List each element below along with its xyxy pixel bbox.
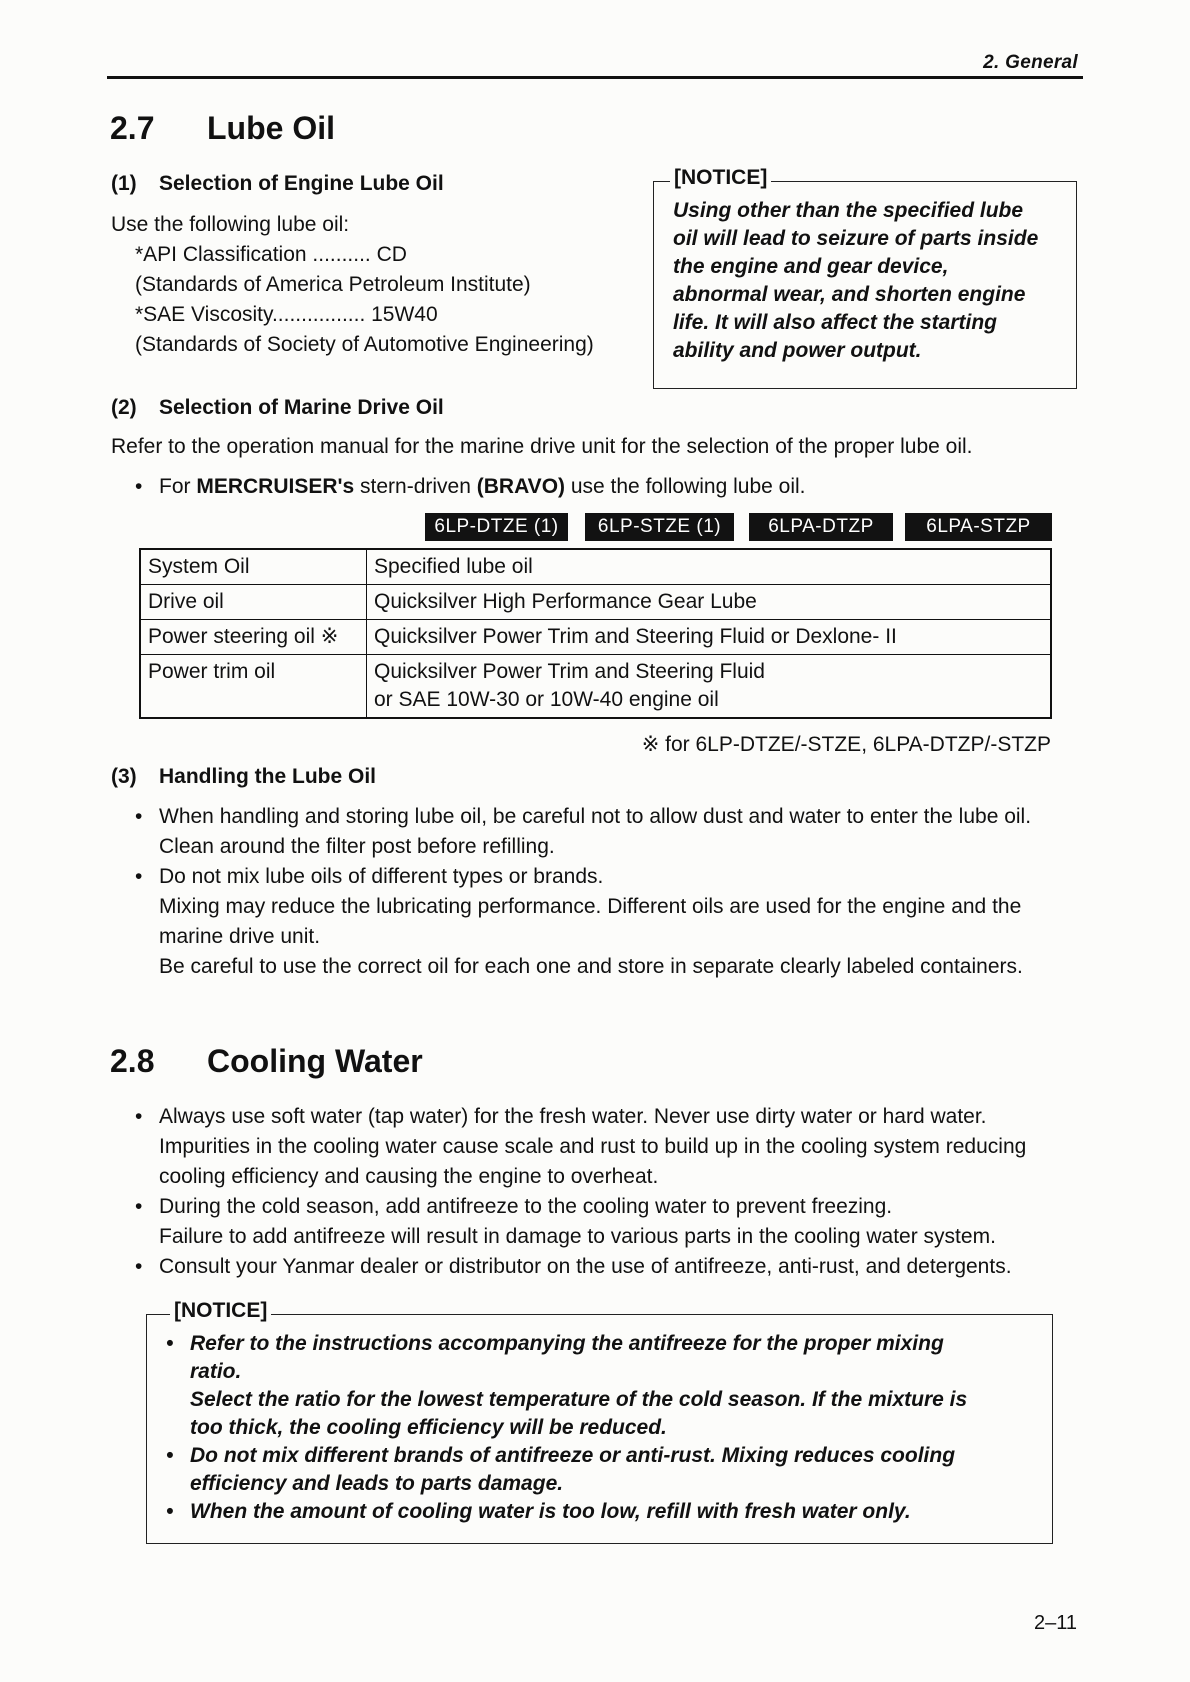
model-badge-6lp-stze: 6LP-STZE (1) — [585, 513, 734, 541]
section-number: 2.8 — [110, 1043, 155, 1079]
notice-line: the engine and gear device, — [673, 255, 949, 278]
subsection-number: (1) — [111, 172, 137, 195]
notice-label: [NOTICE] — [670, 166, 771, 190]
bullet-line: • Do not mix lube oils of different types or brands. — [159, 865, 604, 888]
list-item — [166, 1442, 967, 1498]
subsection-engine-oil-title — [111, 172, 444, 196]
drive-oil-bullets — [135, 472, 806, 502]
subsection-title-text: Handling the Lube Oil — [159, 765, 376, 788]
list-item — [135, 472, 806, 502]
subsection-number: (3) — [111, 765, 137, 788]
notice-line: life. It will also affect the starting — [673, 311, 998, 334]
subsection-title-text: Selection of Marine Drive Oil — [159, 396, 444, 419]
notice-line: • Refer to the instructions accompanying the antifreeze for the proper mixing — [190, 1332, 944, 1355]
model-badge-6lp-dtze: 6LP-DTZE (1) — [425, 513, 568, 541]
spec-line: or SAE 10W-30 or 10W-40 engine oil — [374, 688, 719, 711]
notice-line: ability and power output. — [673, 339, 922, 362]
bullet-line: cooling efficiency and causing the engine to overheat. — [159, 1165, 659, 1188]
section-title-cooling-water — [110, 1043, 423, 1080]
notice-label: [NOTICE] — [170, 1299, 271, 1323]
table-row — [140, 655, 1051, 719]
api-classification: *API Classification .......... CD — [135, 243, 407, 266]
header-rule — [107, 76, 1083, 79]
model-badge-6lpa-stzp: 6LPA-STZP — [905, 513, 1052, 541]
list-item — [135, 802, 1031, 862]
list-item — [135, 1252, 1026, 1282]
bullet-line: Mixing may reduce the lubricating performance. Different oils are used for the engine and the — [159, 895, 1022, 918]
list-item — [135, 1192, 1026, 1252]
running-header: 2. General — [983, 52, 1078, 73]
notice-bullets-cooling-water — [166, 1330, 967, 1526]
table-cell-oil-type: System Oil — [140, 549, 367, 585]
notice-line: • When the amount of cooling water is too low, refill with fresh water only. — [190, 1500, 911, 1523]
bullet-line: Failure to add antifreeze will result in damage to various parts in the cooling water system. — [159, 1225, 996, 1248]
table-cell-oil-spec — [367, 655, 1052, 719]
spec-line: Quicksilver Power Trim and Steering Fluid — [374, 660, 765, 683]
table-cell-oil-spec: Quicksilver Power Trim and Steering Fluid or Dexlone- II — [367, 620, 1052, 655]
oil-spec-table — [139, 548, 1052, 719]
table-footnote: ※ for 6LP-DTZE/-STZE, 6LPA-DTZP/-STZP — [641, 733, 1051, 756]
list-item — [166, 1330, 967, 1442]
list-item — [166, 1498, 967, 1526]
page-number: 2–11 — [1033, 1612, 1077, 1634]
engine-oil-intro: Use the following lube oil: — [111, 213, 350, 236]
bullet-line: Clean around the filter post before refilling. — [159, 835, 555, 858]
notice-line: Using other than the specified lube — [673, 199, 1024, 222]
table-cell-oil-type: Power steering oil ※ — [140, 620, 367, 655]
section-title-text: Lube Oil — [207, 110, 335, 146]
table-row — [140, 620, 1051, 655]
subsection-title-text: Selection of Engine Lube Oil — [159, 172, 444, 195]
sae-note: (Standards of Society of Automotive Engineering) — [135, 333, 594, 356]
notice-line: oil will lead to seizure of parts inside — [673, 227, 1039, 250]
notice-line: Select the ratio for the lowest temperature of the cold season. If the mixture is — [190, 1388, 968, 1411]
model-badge-6lpa-dtzp: 6LPA-DTZP — [749, 513, 893, 541]
subsection-handling-title — [111, 765, 376, 789]
table-cell-oil-type: Power trim oil — [140, 655, 367, 719]
section-number: 2.7 — [110, 110, 155, 146]
list-item — [135, 862, 1031, 982]
bullet-line: • Consult your Yanmar dealer or distributor on the use of antifreeze, anti-rust, and detergents. — [159, 1255, 1012, 1278]
cooling-water-bullets — [135, 1102, 1026, 1282]
api-note: (Standards of America Petroleum Institute) — [135, 273, 531, 296]
bullet-line: marine drive unit. — [159, 925, 321, 948]
notice-line: • Do not mix different brands of antifreeze or anti-rust. Mixing reduces cooling — [190, 1444, 956, 1467]
text-run: stern-driven — [354, 475, 477, 498]
section-title-text: Cooling Water — [207, 1043, 423, 1079]
bullet-line: • When handling and storing lube oil, be careful not to allow dust and water to enter the lube oil. — [159, 805, 1032, 828]
handling-bullets — [135, 802, 1031, 982]
notice-line: ratio. — [190, 1360, 242, 1383]
section-title-lube-oil — [110, 110, 335, 147]
table-cell-oil-type: Drive oil — [140, 585, 367, 620]
notice-line: efficiency and leads to parts damage. — [190, 1472, 564, 1495]
notice-line: abnormal wear, and shorten engine — [673, 283, 1026, 306]
notice-text-lube-oil — [673, 197, 1038, 365]
text-run: For — [159, 475, 197, 498]
bullet-line: • During the cold season, add antifreeze to the cooling water to prevent freezing. — [159, 1195, 893, 1218]
brand-mercruiser: MERCRUISER's — [196, 475, 355, 498]
drive-oil-text: Refer to the operation manual for the marine drive unit for the selection of the proper lube oil. — [111, 435, 973, 458]
bullet-line: • Always use soft water (tap water) for the fresh water. Never use dirty water or hard water. — [159, 1105, 987, 1128]
sae-viscosity: *SAE Viscosity................ 15W40 — [135, 303, 438, 326]
subsection-drive-oil-title — [111, 396, 444, 420]
bullet-line: Impurities in the cooling water cause scale and rust to build up in the cooling system reducing — [159, 1135, 1027, 1158]
notice-line: too thick, the cooling efficiency will be reduced. — [190, 1416, 667, 1439]
model-bravo: (BRAVO) — [476, 475, 566, 498]
text-run: use the following lube oil. — [565, 475, 806, 498]
table-row — [140, 549, 1051, 585]
table-row — [140, 585, 1051, 620]
list-item — [135, 1102, 1026, 1192]
bullet-line: Be careful to use the correct oil for each one and store in separate clearly labeled containers. — [159, 955, 1023, 978]
table-cell-oil-spec: Quicksilver High Performance Gear Lube — [367, 585, 1052, 620]
table-cell-oil-spec: Specified lube oil — [367, 549, 1052, 585]
subsection-number: (2) — [111, 396, 137, 419]
